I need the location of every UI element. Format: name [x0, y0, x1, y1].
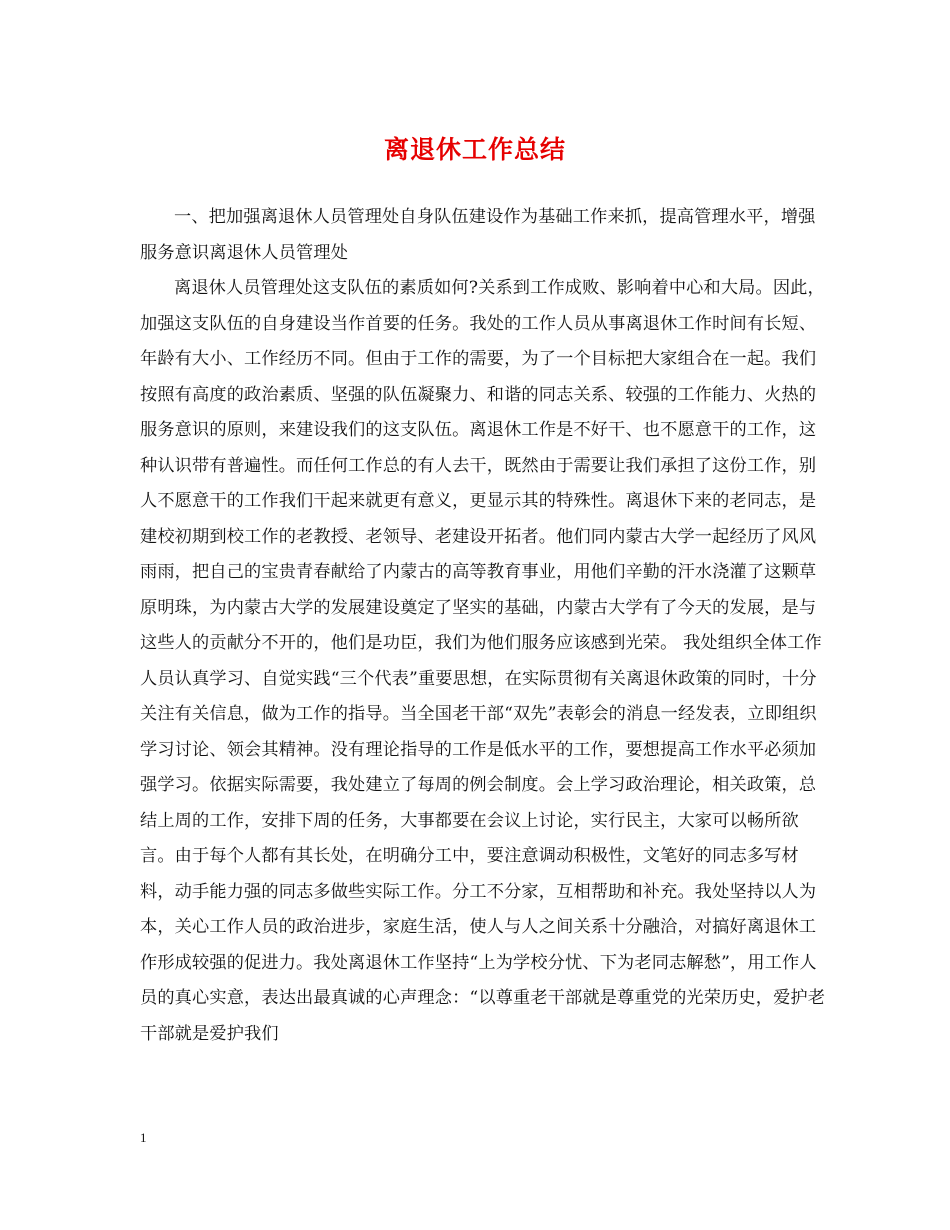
- page-number: 1: [140, 1130, 147, 1145]
- paragraph-2: 离退休人员管理处这支队伍的素质如何?关系到工作成败、影响着中心和大局。因此，加强这支队伍的自身建设当作首要的任务。我处的工作人员从事离退休工作时间有长短、年龄有大小、工作经历不同。但由于工作的需要，为了一个目标把大家组合在一起。我们按照有高度的政治素质、坚强的队伍凝聚力、和谐的同志关系、较强的工作能力、火热的服务意识的原则，来建设我们的这支队伍。离退休工作是不好干、也不愿意干的工作，这种认识带有普遍性。而任何工作总的有人去干，既然由于需要让我们承担了这份工作，别人不愿意干的工作我们干起来就更有意义，更显示其的特殊性。离退休下来的老同志，是建校初期到校工作的老教授、老领导、老建设开拓者。他们同内蒙古大学一起经历了风风雨雨，把自己的宝贵青春献给了内蒙古的高等教育事业，用他们辛勤的汗水浇灌了这颗草原明珠，为内蒙古大学的发展建设奠定了坚实的基础，内蒙古大学有了今天的发展，是与这些人的贡献分不开的，他们是功臣，我们为他们服务应该感到光荣。 我处组织全体工作人员认真学习、自觉实践“三个代表”重要思想，在实际贯彻有关离退休政策的同时，十分关注有关信息，做为工作的指导。当全国老干部“双先”表彰会的消息一经发表，立即组织学习讨论、领会其精神。没有理论指导的工作是低水平的工作，要想提高工作水平必须加强学习。依据实际需要，我处建立了每周的例会制度。会上学习政治理论，相关政策，总结上周的工作，安排下周的任务，大事都要在会议上讨论，实行民主，大家可以畅所欲言。由于每个人都有其长处，在明确分工中，要注意调动积极性，文笔好的同志多写材料，动手能力强的同志多做些实际工作。分工不分家，互相帮助和补充。我处坚持以人为本，关心工作人员的政治进步，家庭生活，使人与人之间关系十分融洽，对搞好离退休工作形成较强的促进力。我处离退休工作坚持“上为学校分忧、下为老同志解愁”，用工作人员的真心实意，表达出最真诚的心声理念：“以尊重老干部就是尊重党的光荣历史，爱护老干部就是爱护我们: [140, 278, 826, 1044]
- document-body: [140, 200, 830, 1052]
- paragraph-1: 一、把加强离退休人员管理处自身队伍建设作为基础工作来抓，提高管理水平，增强服务意识离退休人员管理处: [140, 207, 816, 263]
- document-title: 离退休工作总结: [383, 135, 566, 164]
